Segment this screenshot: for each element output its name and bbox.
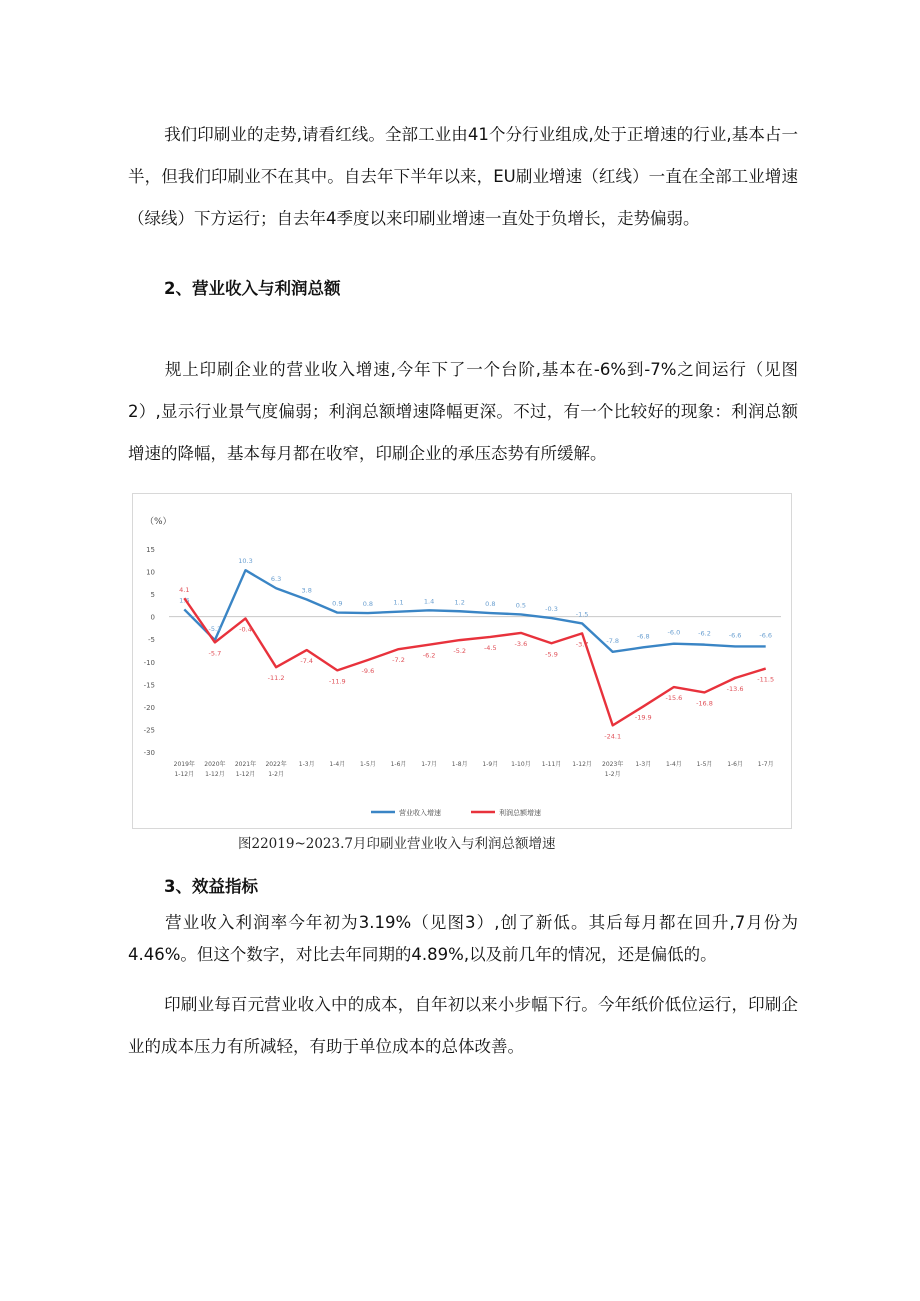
data-label: -1.5: [575, 610, 589, 619]
paragraph-industry-trend: 我们印刷业的走势,请看红线。全部工业由41个分行业组成,处于正增速的行业,基本占一半，但我们印刷业不在其中。自去年下半年以来，EU刷业增速（红线）一直在全部工业增速（绿线）下方运行；自去年4季度以来印刷业增速一直处于负增长，走势偏弱。: [128, 125, 798, 228]
data-label: -6.2: [422, 651, 436, 660]
x-tick-label: 2020年: [204, 761, 226, 768]
chart-unit-label: （%）: [145, 517, 172, 527]
data-label: 6.3: [270, 575, 282, 584]
y-tick-label: -30: [143, 749, 155, 757]
data-label: 0.9: [332, 599, 343, 608]
data-label: -11.2: [267, 674, 285, 683]
data-label: -15.6: [665, 694, 683, 703]
data-label: -19.9: [634, 713, 652, 722]
x-tick-label: 1-7月: [757, 761, 774, 768]
x-tick-label: 1-4月: [329, 761, 346, 768]
data-label: -7.4: [300, 657, 314, 666]
y-tick-label: -25: [143, 726, 155, 735]
x-tick-label: 1-9月: [482, 761, 499, 768]
x-tick-label: 2023年: [602, 761, 624, 768]
x-tick-label: 1-8月: [451, 761, 468, 768]
data-label: -6.6: [728, 631, 742, 640]
data-label: -0.4: [239, 625, 252, 634]
data-label: 0.8: [362, 600, 374, 609]
data-label: -3.6: [514, 639, 528, 648]
paragraph-profit-margin: 营业收入利润率今年初为3.19%（见图3）,创了新低。其后每月都在回升,7月份为4.46%。但这个数字，对比去年同期的4.89%,以及前几年的情况，还是偏低的。: [128, 913, 798, 964]
data-label: 1.6: [179, 596, 190, 605]
data-label: 10.3: [238, 557, 253, 566]
y-tick-label: -10: [143, 658, 155, 667]
data-label: -5.7: [208, 649, 222, 658]
data-label: -5.2: [208, 625, 222, 634]
data-label: -6.2: [698, 629, 711, 638]
data-label: -7.2: [392, 656, 405, 665]
y-tick-label: 10: [146, 568, 155, 577]
y-tick-label: -5: [148, 636, 155, 645]
data-label: -5.9: [545, 650, 558, 659]
data-label: -3.7: [575, 640, 589, 649]
x-tick-label: 1-12月: [235, 771, 256, 778]
x-tick-label: 1-3月: [298, 761, 315, 768]
x-tick-label: 1-5月: [359, 761, 376, 768]
x-tick-label: 1-4月: [665, 761, 682, 768]
x-tick-label: 1-3月: [635, 761, 652, 768]
legend-label: 利润总额增速: [499, 809, 541, 817]
paragraph-revenue-profit: 规上印刷企业的营业收入增速,今年下了一个台阶,基本在-6%到-7%之间运行（见图2）,显示行业景气度偏弱；利润总额增速降幅更深。不过，有一个比较好的现象：利润总额增速的降幅，基本每月都在收窄，印刷企业的承压态势有所缓解。: [128, 360, 798, 463]
x-tick-label: 1-2月: [268, 771, 285, 778]
x-tick-label: 1-10月: [511, 761, 531, 768]
data-label: -11.5: [757, 675, 775, 684]
x-tick-label: 1-12月: [174, 771, 195, 778]
data-label: -24.1: [604, 732, 622, 741]
data-label: -13.6: [726, 685, 744, 694]
data-label: 1.1: [393, 598, 404, 607]
data-label: 4.1: [179, 586, 190, 595]
revenue-profit-chart: [132, 493, 792, 829]
y-tick-label: 0: [150, 613, 155, 622]
x-tick-label: 1-12月: [572, 761, 592, 768]
y-tick-label: -20: [143, 703, 155, 712]
section-heading-efficiency: 3、效益指标: [164, 877, 258, 896]
data-label: -6.0: [667, 628, 681, 637]
x-tick-label: 1-2月: [604, 771, 621, 778]
data-label: 0.5: [515, 601, 527, 610]
paragraph-cost: 印刷业每百元营业收入中的成本，自年初以来小步幅下行。今年纸价低位运行，印刷企业的成本压力有所减轻，有助于单位成本的总体改善。: [128, 995, 798, 1056]
x-tick-label: 1-12月: [205, 771, 225, 778]
data-label: 1.2: [454, 598, 465, 607]
y-tick-label: 5: [150, 591, 155, 600]
chart-svg: [133, 494, 791, 828]
x-tick-label: 1-11月: [541, 761, 562, 768]
data-label: -7.8: [606, 636, 620, 645]
data-label: 0.8: [485, 600, 496, 609]
x-tick-label: 1-7月: [421, 761, 438, 768]
data-label: 3.8: [301, 586, 312, 595]
series-line-2: [184, 598, 765, 725]
data-label: -5.2: [453, 647, 467, 656]
x-tick-label: 1-5月: [696, 761, 713, 768]
legend-label: 营业收入增速: [399, 809, 441, 817]
data-label: 1.4: [423, 597, 435, 606]
data-label: -6.6: [759, 631, 773, 640]
data-label: -11.9: [328, 677, 346, 686]
data-label: -6.8: [636, 632, 650, 641]
y-tick-label: 15: [146, 546, 155, 554]
section-heading-revenue-profit: 2、营业收入与利润总额: [164, 279, 341, 298]
x-tick-label: 2022年: [265, 761, 287, 768]
x-tick-label: 1-6月: [727, 761, 744, 768]
data-label: -16.8: [696, 699, 713, 708]
figure-caption: 图22019~2023.7月印刷业营业收入与利润总额增速: [238, 836, 556, 852]
x-tick-label: 2021年: [234, 761, 257, 768]
y-tick-label: -15: [143, 681, 155, 690]
data-label: -9.6: [361, 666, 375, 675]
data-label: -4.5: [483, 643, 497, 652]
x-tick-label: 2019年: [173, 761, 195, 768]
data-label: -0.3: [545, 605, 558, 614]
x-tick-label: 1-6月: [390, 761, 407, 768]
